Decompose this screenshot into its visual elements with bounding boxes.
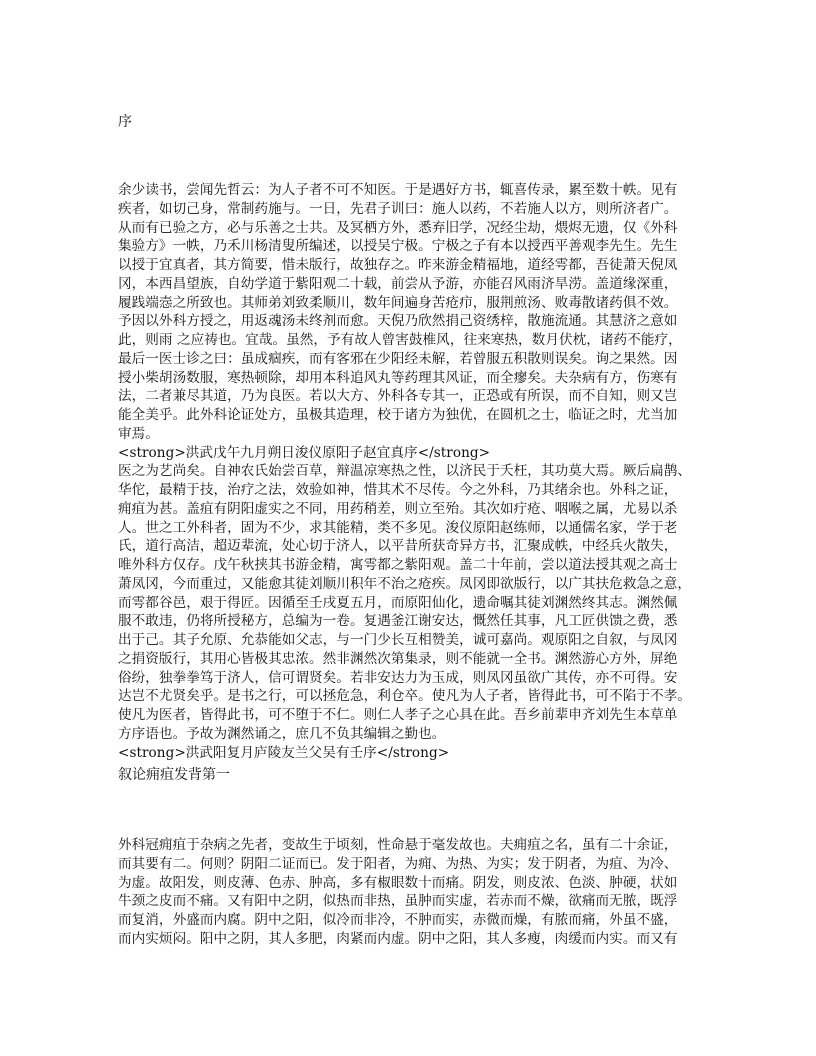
text-line: 疾者，如切己身，常制药施与。一日，先君子训曰：施人以药，不若施人以方，则所济者广。 xyxy=(118,200,678,217)
text-line: 从而有已验之方，必与乐善之士共。及冥栖方外，悉弃旧学，况经尘劫，煨烬无遗，仅《外科 xyxy=(118,219,678,236)
chapter-1-body xyxy=(118,836,718,949)
text-line: 为虚。故阳发，则皮薄、色赤、肿高，多有椒眼数十而痛。阴发，则皮浓、色淡、肿硬，状如 xyxy=(118,874,678,891)
text-line: 达岂不尤贤矣乎。是书之行，可以拯危急，利仓卒。使凡为人子者，皆得此书，可不陷于不孝。 xyxy=(118,688,692,705)
text-line: 授小柴胡汤数服，寒热顿除，却用本科追风丸等药理其风证，而全瘳矣。夫杂病有方，伤寒有 xyxy=(118,369,678,386)
section-title-preface: 序 xyxy=(118,114,132,130)
text-line: 集验方》一帙，乃禾川杨清叟所编述，以授吴宁极。宁极之子有本以授西平善观李先生。先生 xyxy=(118,238,678,255)
text-line: 余少读书，尝闻先哲云：为人子者不可不知医。于是遇好方书，辄喜传录，累至数十帙。见有 xyxy=(118,182,678,198)
text-line: 方序语也。予故为渊然诵之，庶几不负其编辑之勤也。 xyxy=(118,725,446,742)
text-line: 出于己。其子允原、允恭能如父志，与一门少长互相赞美，诚可嘉尚。观原阳之自叙，与凤冈 xyxy=(118,632,678,648)
text-line: 服不敢违，仍将所授秘方，总编为一卷。复遇釜江谢安达，慨然任其事，凡工匠供馈之费，悉 xyxy=(118,613,678,630)
text-line: 而内实烦闷。阳中之阴，其人多肥，肉紧而内虚。阴中之阳，其人多瘦，肉缓而内实。而又有 xyxy=(118,930,678,947)
text-line: 外科冠痈疽于杂病之先者，变故生于顷刻，性命悬于毫发故也。夫痈疽之名，虽有二十余证， xyxy=(118,837,678,853)
text-line: 以授于宜真者，其方简要，惜未版行，故独存之。昨来游金精福地，道经雩都，吾徒萧天倪凤 xyxy=(118,257,678,273)
text-line: 审焉。 xyxy=(118,425,159,442)
text-line: 予因以外科方授之，用返魂汤未终剂而愈。天倪乃欣然捐己资绣梓，散施流通。其慧济之意如 xyxy=(118,313,678,330)
signature-line: <strong>洪武阳复月庐陵友兰父吴有壬序</strong> xyxy=(118,744,450,761)
text-line: 氏，道行高洁，超迈辈流，处心切于济人，以平昔所获奇异方书，汇聚成帙，中经兵火散失， xyxy=(118,538,678,555)
text-line: 医之为艺尚矣。自神农氏始尝百草，辩温凉寒热之性，以济民于夭枉，其功莫大焉。厥后扁鹊、 xyxy=(118,463,692,480)
text-line: 华佗，最精于技，治疗之法，效验如神，惜其术不尽传。今之外科，乃其绪余也。外科之证， xyxy=(118,482,678,498)
text-line: 最后一医士诊之曰：虽成痼疾，而有客邪在少阳经未解，若曾服五积散则误矣。询之果然。因 xyxy=(118,350,678,367)
text-line: 之捐资版行，其用心皆极其忠浓。然非渊然次第集录，则不能就一全书。渊然游心方外，屏绝 xyxy=(118,650,678,667)
text-line: 牛颈之皮而不痛。又有阳中之阴，似热而非热，虽肿而实虚，若赤而不燥，欲痛而无脓，既浮 xyxy=(118,893,678,910)
text-line: 冈，本西昌望族，自幼学道于紫阳观二十载，前尝从予游，亦能召风雨济旱涝。盖道缘深重， xyxy=(118,275,678,292)
text-line: 唯外科方仅存。戊午秋挟其书游金精，寓雩都之紫阳观。盖二十年前，尝以道法授其观之高士 xyxy=(118,557,678,573)
text-line: 而雩都谷邑，艰于得匠。因循至壬戌夏五月，而原阳仙化，遗命嘱其徒刘渊然终其志。渊然佩 xyxy=(118,594,678,611)
text-line: 此，则雨 之应祷也。宜哉。虽然，予有故人曾害鼓椎风，往来寒热，数月伏枕，诸药不能疗， xyxy=(118,332,682,348)
text-line: 人。世之工外科者，固为不少，求其能精，类不多见。浚仪原阳赵练师，以通儒名家，学于老 xyxy=(118,519,678,536)
text-line: 而其要有二。何则？阴阳二证而已。发于阳者，为痈、为热、为实；发于阴者，为疽、为冷、 xyxy=(118,855,678,872)
text-line: 痈疽为甚。盖疽有阴阳虚实之不同，用药稍差，则立至殆。其次如疔疮、咽喉之属，尤易以杀 xyxy=(118,500,678,517)
text-line: 能全美乎。此外科论证处方，虽极其造理，校于诸方为独优，在圆机之士，临证之时，尤当加 xyxy=(118,407,678,423)
preface-body xyxy=(118,181,718,762)
section-title-chapter-1: 叙论痈疽发背第一 xyxy=(118,767,230,783)
text-line: 俗纷，独拳拳笃于济人，信可谓贤矣。若非安达力为玉成，则凤冈虽欲广其传，亦不可得。安 xyxy=(118,669,678,686)
text-line: 法，二者兼尽其道，乃为良医。若以大方、外科各专其一，正恐或有所误，而不自知，则又岂 xyxy=(118,388,678,405)
text-line: 萧凤冈，今而重过，又能愈其徒刘顺川积年不治之疮疾。凤冈即欲版行，以广其扶危救急之意， xyxy=(118,575,692,592)
text-line: 而复消，外盛而内腐。阴中之阳，似冷而非冷，不肿而实，赤微而燥，有脓而痛，外虽不盛， xyxy=(118,912,678,928)
signature-line: <strong>洪武戊午九月朔日浚仪原阳子赵宜真序</strong> xyxy=(118,444,491,461)
text-line: 使凡为医者，皆得此书，可不堕于不仁。则仁人孝子之心具在此。吾乡前辈申齐刘先生本草单 xyxy=(118,707,678,723)
text-line: 履践端悫之所致也。其师弟刘致柔顺川，数年间遍身苦疮疖，服荆煎汤、败毒散诸药俱不效。 xyxy=(118,294,678,311)
